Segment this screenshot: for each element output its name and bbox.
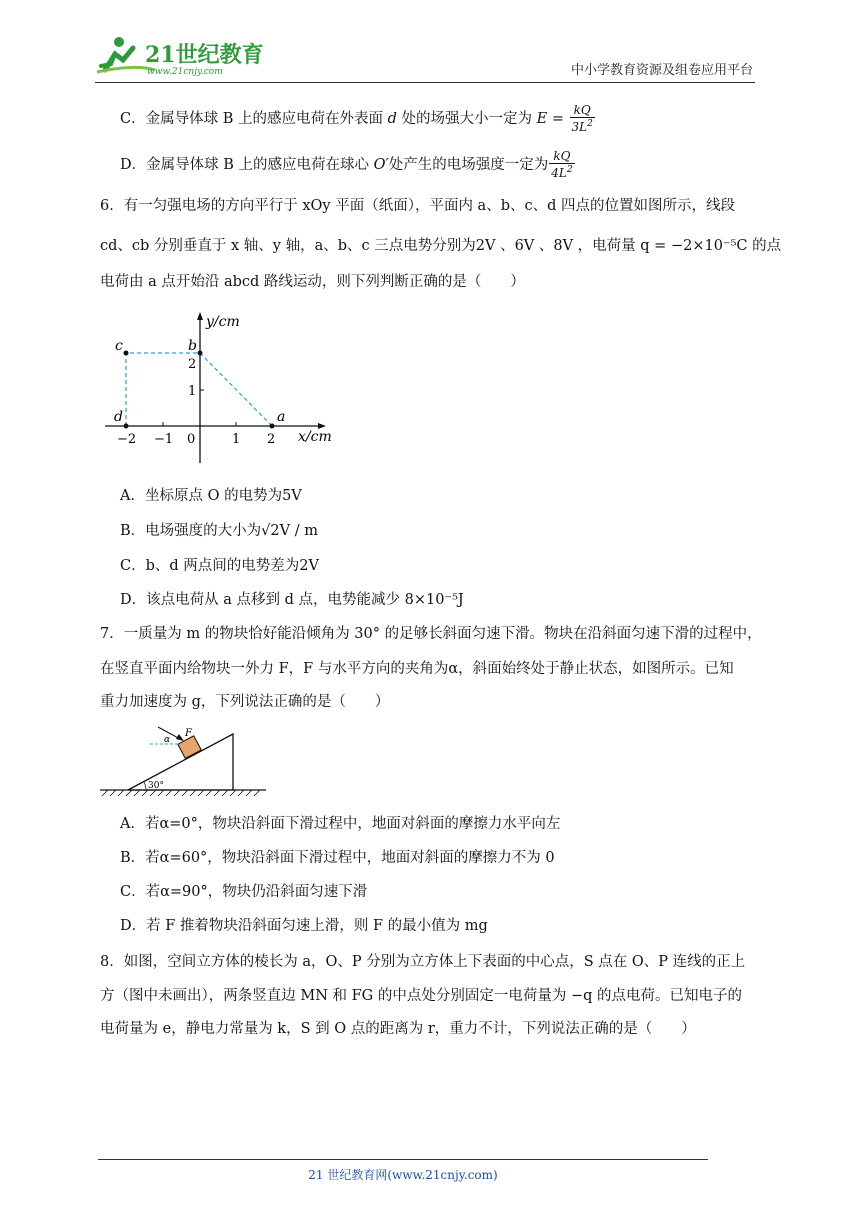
q6-option-b: B．电场强度的大小为√2V / m [120, 523, 318, 539]
q6-option-d: D．该点电荷从 a 点移到 d 点，电势能减少 8×10⁻⁵J [120, 592, 464, 608]
force-arrowhead [176, 734, 184, 741]
tick-label-y: 2 [188, 357, 197, 372]
q7-stem-line2: 在竖直平面内给物块一外力 F，F 与水平方向的夹角为α，斜面始终处于静止状态，如图所示。已知 [100, 661, 734, 677]
point-c [124, 351, 129, 356]
alpha-label: α [164, 735, 171, 745]
q8-stem-line2: 方（图中未画出），两条竖直边 MN 和 FG 的中点处分别固定一电荷量为 −q 的点电荷。已知电子的 [100, 988, 743, 1004]
q5-option-c: C．金属导体球 B 上的感应电荷在外表面 d 处的场强大小一定为 E = $\frac{kQ}{3L^2}$ [120, 103, 593, 134]
q6-stem-line2: cd、cb 分别垂直于 x 轴、y 轴，a、b、c 三点电势分别为2V 、6V 、8V ，电荷量 q = −2×10⁻⁵C 的点 [100, 238, 782, 254]
q6-coordinate-figure [100, 308, 340, 470]
footer-text[interactable]: 21 世纪教育网(www.21cnjy.com) [308, 1168, 498, 1182]
tick-label-x: −1 [154, 432, 174, 447]
tick-label-x: 0 [187, 432, 196, 447]
q6-stem-line3: 电荷由 a 点开始沿 abcd 路线运动，则下列判断正确的是（ ） [100, 274, 525, 290]
point-d [124, 424, 129, 429]
q7-option-a: A．若α=0°，物块沿斜面下滑过程中，地面对斜面的摩擦力水平向左 [120, 816, 561, 832]
tick-label-x: −2 [117, 432, 137, 447]
footer-divider [98, 1159, 708, 1160]
page-header [95, 30, 755, 83]
incline-angle-arc [144, 782, 146, 790]
point-label-c: c [115, 338, 123, 354]
q8-stem-line1: 8．如图，空间立方体的棱长为 a，O、P 分别为立方体上下表面的中心点，S 点在 O、P 连线的正上 [100, 954, 746, 970]
logo-url: www.21cnjy.com [147, 67, 223, 77]
tick-label-x: 2 [267, 432, 276, 447]
q5-option-d: D．金属导体球 B 上的感应电荷在球心 O′处产生的电场强度一定为 $\frac{kQ}{4L^2}$ [120, 149, 573, 180]
q8-stem-line3: 电荷量为 e，静电力常量为 k，S 到 O 点的距离为 r，重力不计，下列说法正确的是（ ） [100, 1021, 696, 1037]
tick-label-y: 1 [188, 384, 197, 399]
platform-name: 中小学教育资源及组卷应用平台 [570, 63, 753, 78]
point-b [198, 351, 203, 356]
y-axis-label: y/cm [206, 314, 240, 330]
q7-incline-figure [100, 722, 270, 802]
q7-option-c: C．若α=90°，物块仍沿斜面匀速下滑 [120, 884, 368, 900]
dashed-path-ba [200, 353, 272, 426]
logo-text: 21世纪教育 [145, 42, 264, 68]
incline-angle-label: 30° [148, 781, 164, 791]
q7-option-d: D．若 F 推着物块沿斜面匀速上滑，则 F 的最小值为 mg [120, 918, 488, 934]
x-axis-label: x/cm [298, 429, 332, 445]
tick-label-x: 1 [232, 432, 241, 447]
y-axis-arrow [197, 312, 203, 320]
point-label-d: d [114, 409, 123, 425]
21cnjy-logo [95, 34, 265, 78]
point-label-a: a [277, 409, 286, 425]
ground-hatching [102, 790, 260, 796]
q7-stem-line3: 重力加速度为 g，下列说法正确的是（ ） [100, 694, 390, 710]
q6-stem-line1: 6．有一匀强电场的方向平行于 xOy 平面（纸面），平面内 a、b、c、d 四点的位置如图所示，线段 [100, 198, 735, 214]
q6-option-c: C．b、d 两点间的电势差为2V [120, 558, 319, 574]
q7-stem-line1: 7．一质量为 m 的物块恰好能沿倾角为 30° 的足够长斜面匀速下滑。物块在沿斜面匀速下滑的过程中， [100, 626, 762, 642]
point-a [270, 424, 275, 429]
point-label-b: b [188, 338, 197, 354]
force-label: F [185, 728, 192, 739]
q6-option-a: A．坐标原点 O 的电势为5V [120, 488, 302, 504]
q7-option-b: B．若α=60°，物块沿斜面下滑过程中，地面对斜面的摩擦力不为 0 [120, 850, 555, 866]
